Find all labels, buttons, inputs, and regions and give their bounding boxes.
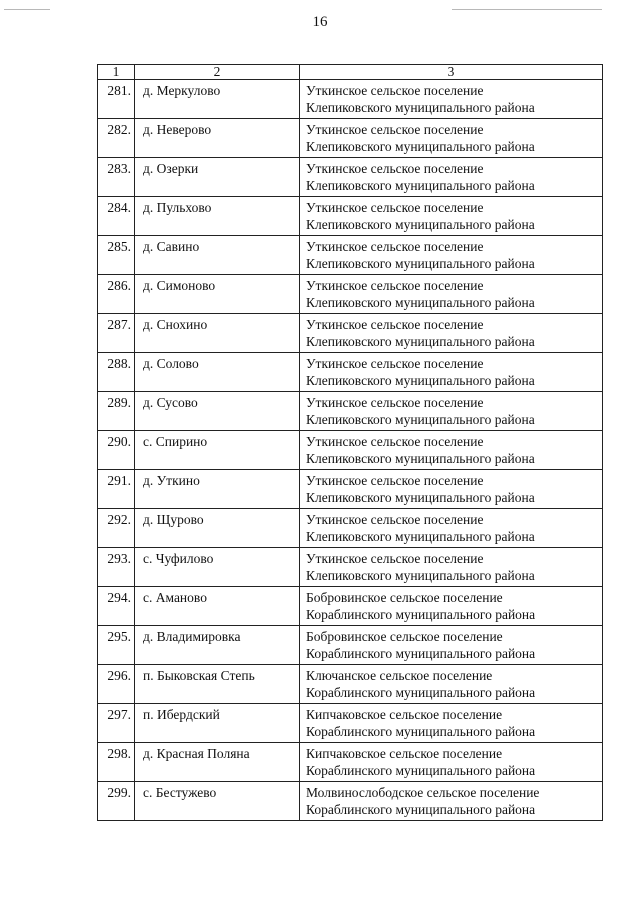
table-row <box>98 509 603 548</box>
locality-name: д. Снохино <box>135 314 300 353</box>
row-number: 296. <box>98 665 135 704</box>
table-row <box>98 470 603 509</box>
settlement-name: Уткинское сельское поселение <box>306 473 484 488</box>
settlement-name: Уткинское сельское поселение <box>306 395 484 410</box>
municipality-cell <box>300 392 603 431</box>
municipality-cell <box>300 80 603 119</box>
table-row <box>98 158 603 197</box>
district-name: Клепиковского муниципального района <box>306 256 535 271</box>
settlement-name: Уткинское сельское поселение <box>306 161 484 176</box>
municipality-cell <box>300 782 603 821</box>
settlement-name: Уткинское сельское поселение <box>306 122 484 137</box>
row-number: 283. <box>98 158 135 197</box>
row-number: 288. <box>98 353 135 392</box>
locality-name: п. Ибердский <box>135 704 300 743</box>
row-number: 295. <box>98 626 135 665</box>
row-number: 298. <box>98 743 135 782</box>
municipality-cell <box>300 704 603 743</box>
settlement-name: Уткинское сельское поселение <box>306 239 484 254</box>
row-number: 299. <box>98 782 135 821</box>
municipality-cell <box>300 197 603 236</box>
district-name: Кораблинского муниципального района <box>306 607 536 622</box>
row-number: 287. <box>98 314 135 353</box>
municipality-cell <box>300 626 603 665</box>
municipality-cell <box>300 119 603 158</box>
scan-artifact <box>452 9 602 10</box>
row-number: 284. <box>98 197 135 236</box>
table-row <box>98 275 603 314</box>
district-name: Клепиковского муниципального района <box>306 100 535 115</box>
municipality-cell <box>300 665 603 704</box>
settlement-name: Уткинское сельское поселение <box>306 317 484 332</box>
scan-artifact <box>4 9 50 10</box>
municipality-cell <box>300 587 603 626</box>
district-name: Кораблинского муниципального района <box>306 724 536 739</box>
table-row <box>98 626 603 665</box>
row-number: 282. <box>98 119 135 158</box>
settlement-name: Уткинское сельское поселение <box>306 434 484 449</box>
municipality-cell <box>300 236 603 275</box>
column-header: 1 <box>98 65 135 80</box>
locality-name: д. Симоново <box>135 275 300 314</box>
municipality-cell <box>300 743 603 782</box>
district-name: Клепиковского муниципального района <box>306 178 535 193</box>
settlements-table <box>97 64 603 821</box>
district-name: Клепиковского муниципального района <box>306 568 535 583</box>
settlement-name: Уткинское сельское поселение <box>306 200 484 215</box>
page-number: 16 <box>312 14 328 30</box>
district-name: Клепиковского муниципального района <box>306 373 535 388</box>
settlement-name: Ключанское сельское поселение <box>306 668 493 683</box>
district-name: Кораблинского муниципального района <box>306 763 536 778</box>
settlement-name: Уткинское сельское поселение <box>306 356 484 371</box>
row-number: 290. <box>98 431 135 470</box>
table-row <box>98 353 603 392</box>
row-number: 297. <box>98 704 135 743</box>
settlement-name: Уткинское сельское поселение <box>306 512 484 527</box>
district-name: Клепиковского муниципального района <box>306 334 535 349</box>
row-number: 294. <box>98 587 135 626</box>
table-row <box>98 392 603 431</box>
row-number: 293. <box>98 548 135 587</box>
settlement-name: Кипчаковское сельское поселение <box>306 707 503 722</box>
municipality-cell <box>300 431 603 470</box>
settlement-name: Уткинское сельское поселение <box>306 83 484 98</box>
locality-name: д. Солово <box>135 353 300 392</box>
municipality-cell <box>300 314 603 353</box>
district-name: Кораблинского муниципального района <box>306 685 536 700</box>
table-row <box>98 782 603 821</box>
locality-name: д. Озерки <box>135 158 300 197</box>
settlement-name: Уткинское сельское поселение <box>306 278 484 293</box>
municipality-cell <box>300 548 603 587</box>
settlement-name: Бобровинское сельское поселение <box>306 590 503 605</box>
row-number: 292. <box>98 509 135 548</box>
locality-name: п. Быковская Степь <box>135 665 300 704</box>
settlement-name: Кипчаковское сельское поселение <box>306 746 503 761</box>
locality-name: д. Савино <box>135 236 300 275</box>
district-name: Клепиковского муниципального района <box>306 217 535 232</box>
district-name: Клепиковского муниципального района <box>306 139 535 154</box>
district-name: Кораблинского муниципального района <box>306 802 536 817</box>
locality-name: с. Чуфилово <box>135 548 300 587</box>
municipality-cell <box>300 470 603 509</box>
settlement-name: Молвинослободское сельское поселение <box>306 785 540 800</box>
municipality-cell <box>300 158 603 197</box>
locality-name: д. Уткино <box>135 470 300 509</box>
table-row <box>98 119 603 158</box>
district-name: Кораблинского муниципального района <box>306 646 536 661</box>
district-name: Клепиковского муниципального района <box>306 412 535 427</box>
locality-name: д. Красная Поляна <box>135 743 300 782</box>
locality-name: д. Пульхово <box>135 197 300 236</box>
table-row <box>98 197 603 236</box>
locality-name: д. Сусово <box>135 392 300 431</box>
row-number: 281. <box>98 80 135 119</box>
row-number: 286. <box>98 275 135 314</box>
column-header: 3 <box>300 65 603 80</box>
locality-name: с. Спирино <box>135 431 300 470</box>
settlement-name: Бобровинское сельское поселение <box>306 629 503 644</box>
table-row <box>98 743 603 782</box>
table-header-row <box>98 65 603 80</box>
table-row <box>98 665 603 704</box>
settlement-name: Уткинское сельское поселение <box>306 551 484 566</box>
municipality-cell <box>300 353 603 392</box>
district-name: Клепиковского муниципального района <box>306 529 535 544</box>
table-row <box>98 548 603 587</box>
locality-name: д. Владимировка <box>135 626 300 665</box>
table-row <box>98 80 603 119</box>
locality-name: с. Бестужево <box>135 782 300 821</box>
municipality-cell <box>300 275 603 314</box>
row-number: 289. <box>98 392 135 431</box>
table-row <box>98 587 603 626</box>
locality-name: д. Меркулово <box>135 80 300 119</box>
table-row <box>98 236 603 275</box>
column-header: 2 <box>135 65 300 80</box>
row-number: 285. <box>98 236 135 275</box>
locality-name: с. Аманово <box>135 587 300 626</box>
table-row <box>98 431 603 470</box>
district-name: Клепиковского муниципального района <box>306 451 535 466</box>
table-row <box>98 314 603 353</box>
locality-name: д. Щурово <box>135 509 300 548</box>
table-row <box>98 704 603 743</box>
locality-name: д. Неверово <box>135 119 300 158</box>
district-name: Клепиковского муниципального района <box>306 490 535 505</box>
municipality-cell <box>300 509 603 548</box>
district-name: Клепиковского муниципального района <box>306 295 535 310</box>
row-number: 291. <box>98 470 135 509</box>
